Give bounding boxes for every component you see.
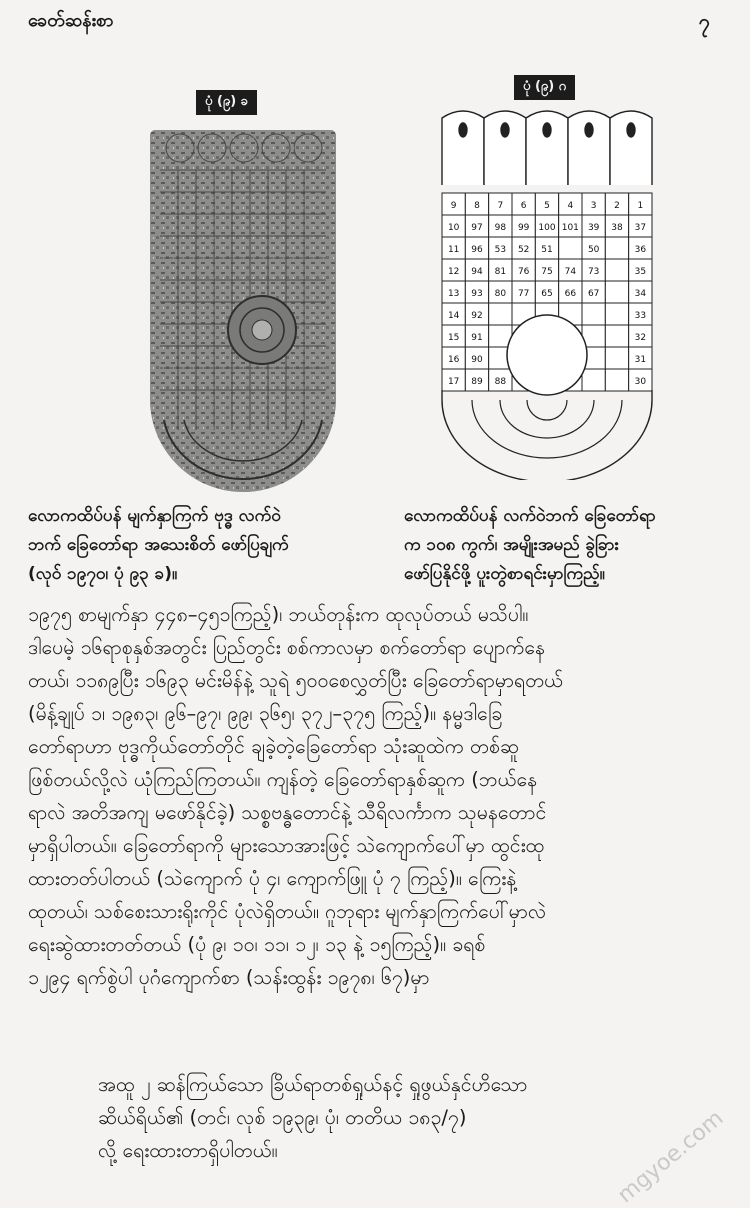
grid-cell-number: 81 — [494, 267, 507, 277]
grid-cell — [582, 369, 605, 391]
grid-cell-number: 9 — [450, 201, 457, 211]
toe-segment — [610, 111, 652, 185]
running-head: ခေတ်ဆန်းစာ — [28, 10, 114, 31]
grid-cell-number: 17 — [447, 377, 460, 387]
toe-segment — [484, 111, 526, 185]
grid-cell-number: 33 — [634, 311, 647, 321]
grid-cell — [605, 237, 628, 259]
grid-cell-number: 77 — [517, 289, 530, 299]
body-line: ၁၂၉၄ ရက်စွဲပါ ပုဂံကျောက်စာ (သန်းထွန်း ၁၉၇၈၊ ၆၇)မှာ — [28, 966, 430, 989]
quote-line: အထူ ၂ ဆန်ကြယ်သော ခြိယ်ရာတစ်ရှုယ်နင့် ရှုဖွယ်နှင်ဟိသော — [98, 1073, 528, 1096]
grid-cell-number: 37 — [634, 223, 647, 233]
caption-line: (လုဝ် ၁၉၇၀၊ ပုံ ၉၃ ခ)။ — [28, 564, 178, 584]
body-line: ၁၉၇၅ စာမျက်နှာ ၄၄၈–၄၅၁ကြည့်)၊ ဘယ်တုန်းက ထုလုပ်တယ် မသိပါ။ — [28, 603, 529, 626]
grid-cell-number: 88 — [494, 377, 507, 387]
body-line: (မိန့်ချုပ် ၁၊ ၁၉၈၃၊ ၉၆–၉၇၊ ၉၉၊ ၃၆၅၊ ၃၇၂–၃၇၅ ကြည့်)။ နမ္မဒါခြေ — [28, 702, 503, 725]
grid-cell-number: 16 — [447, 355, 460, 365]
body-line: ထုတယ်၊ သစ်စေးသားရိုးကိုင် ပုံလဲရှိတယ်။ ဂူဘုရား မျက်နှာကြက်ပေါ်မှာလဲ — [28, 900, 547, 923]
grid-cell-number: 96 — [471, 245, 483, 255]
grid-cell-number: 36 — [634, 245, 647, 255]
toe-symbol-icon — [501, 123, 509, 137]
watermark: mgyoe.com — [612, 1105, 728, 1208]
grid-cell-number: 30 — [634, 377, 647, 387]
figure-left-caption — [28, 502, 289, 589]
footprint-diagram — [432, 100, 662, 480]
body-line: ဒါပေမဲ့ ၁၆ရာစုနှစ်အတွင်း ပြည်တွင်း စစ်ကာလမှာ စက်တော်ရာ ပျောက်နေ — [28, 636, 546, 659]
caption-line: က ၁၀၈ ကွက်၊ အမျိုးအမည် ခွဲခြား — [404, 535, 619, 555]
grid-cell-number: 52 — [517, 245, 530, 255]
grid-cell-number: 80 — [494, 289, 507, 299]
grid-cell-number: 12 — [447, 267, 460, 277]
body-line: မှာရှိပါတယ်။ ခြေတော်ရာကို များသောအားဖြင့် သဲကျောက်ပေါ်မှာ ထွင်းထု — [28, 834, 545, 857]
grid-cell-number: 50 — [587, 245, 600, 255]
grid-cell-number: 73 — [587, 267, 600, 277]
body-line: တယ်၊ ၁၁၈၉ပြီး ၁၆၉၃ မင်းမိန်နဲ့ သူရဲ ၅၀၀စေလွှတ်ပြီး ခြေတော်ရာမှာရတယ် — [28, 669, 564, 692]
grid-cell-number: 98 — [494, 223, 507, 233]
grid-cell-number: 67 — [587, 289, 600, 299]
grid-cell-number: 8 — [474, 201, 480, 211]
body-paragraph — [28, 598, 728, 994]
grid-cell-number: 32 — [634, 333, 647, 343]
quote-line: လို့ ရေးထားတာရှိပါတယ်။ — [98, 1139, 278, 1162]
grid-cell-number: 31 — [634, 355, 647, 365]
figure-right-label: ပုံ (၉) ဂ — [514, 75, 575, 100]
caption-line: လောကထိပ်ပန် မျက်နှာကြက် ဗုဒ္ဓ လက်ဝဲ — [28, 506, 281, 526]
body-line: ဖြစ်တယ်လို့လဲ ယုံကြည်ကြတယ်။ ကျန်တဲ့ ခြေတော်ရာနှစ်ဆူက (ဘယ်နေ — [28, 768, 538, 791]
body-line: ရာလဲ အတိအကျ မဖော်နိုင်ခဲ့) သစ္စဗန္ဓတောင်နဲ့ သီရိလင်္ကာက သုမနတောင် — [28, 801, 547, 824]
grid-cell-number: 7 — [497, 201, 504, 211]
grid-cell — [605, 347, 628, 369]
grid-cell-number: 14 — [447, 311, 460, 321]
grid-cell — [559, 237, 582, 259]
grid-cell-number: 35 — [634, 267, 647, 277]
figure-right-caption — [404, 502, 656, 589]
grid-cell-number: 6 — [520, 201, 527, 211]
toe-symbol-icon — [543, 123, 551, 137]
grid-cell-number: 15 — [447, 333, 460, 343]
grid-cell-number: 76 — [517, 267, 530, 277]
grid-cell-number: 90 — [471, 355, 483, 365]
toe-segment — [442, 111, 484, 185]
grid-cell — [605, 303, 628, 325]
grid-cell — [489, 303, 512, 325]
center-circle — [507, 315, 587, 395]
toe-symbol-icon — [627, 123, 635, 137]
grid-cell — [582, 303, 605, 325]
grid-cell-number: 4 — [567, 201, 574, 211]
grid-cell — [605, 259, 628, 281]
body-line: ထားတတ်ပါတယ် (သဲကျောက် ပုံ ၄၊ ကျောက်ဖြူ ပုံ ၇ ကြည့်)။ ကြေးနဲ့ — [28, 867, 517, 890]
footprint-photo-art — [150, 130, 336, 492]
grid-cell-number: 2 — [614, 201, 620, 211]
body-line: တော်ရာဟာ ဗုဒ္ဓကိုယ်တော်တိုင် ချခဲ့တဲ့ခြေတော်ရာ သုံးဆူထဲက တစ်ဆူ — [28, 735, 519, 758]
grid-cell-number: 100 — [538, 223, 556, 233]
grid-cell-number: 13 — [447, 289, 460, 299]
footprint-photo — [150, 130, 336, 492]
grid-cell-number: 94 — [471, 267, 483, 277]
toe-symbol-icon — [459, 123, 467, 137]
grid-cell-number: 11 — [447, 245, 460, 255]
page-number: ၇ — [698, 9, 710, 33]
grid-cell-number: 34 — [634, 289, 647, 299]
caption-line: ဘက် ခြေတော်ရာ အသေးစိတ် ဖော်ပြချက် — [28, 535, 289, 555]
grid-cell-number: 1 — [637, 201, 644, 211]
grid-cell-number: 3 — [590, 201, 597, 211]
toe-symbol-icon — [585, 123, 593, 137]
block-quote — [98, 1068, 527, 1167]
grid-cell-number: 5 — [544, 201, 550, 211]
grid-cell-number: 75 — [541, 267, 553, 277]
grid-cell — [605, 281, 628, 303]
grid-cell — [605, 369, 628, 391]
grid-cell-number: 65 — [541, 289, 553, 299]
caption-line: ဖော်ပြနိုင်ဖို့ ပူးတွဲစာရင်းမှာကြည့်။ — [404, 564, 605, 584]
grid-cell-number: 99 — [517, 223, 530, 233]
grid-cell-number: 89 — [471, 377, 483, 387]
grid-cell-number: 10 — [447, 223, 460, 233]
grid-cell-number: 91 — [471, 333, 483, 343]
grid-cell-number: 38 — [611, 223, 623, 233]
grid-cell-number: 97 — [471, 223, 483, 233]
grid-cell-number: 101 — [561, 223, 579, 233]
grid-cell-number: 92 — [471, 311, 483, 321]
caption-line: လောကထိပ်ပန် လက်ဝဲဘက် ခြေတော်ရာ — [404, 506, 656, 526]
toe-segment — [568, 111, 610, 185]
toe-segment — [526, 111, 568, 185]
grid-cell-number: 51 — [541, 245, 553, 255]
grid-cell-number: 53 — [494, 245, 507, 255]
grid-cell-number: 93 — [471, 289, 483, 299]
grid-cell — [605, 325, 628, 347]
grid-cell-number: 74 — [564, 267, 577, 277]
grid-cell-number: 66 — [564, 289, 577, 299]
body-line: ရေးဆွဲထားတတ်တယ် (ပုံ ၉၊ ၁၀၊ ၁၁၊ ၁၂၊ ၁၃ နဲ့ ၁၅ကြည့်)။ ခရစ် — [28, 933, 486, 956]
grid-cell-number: 39 — [587, 223, 600, 233]
figure-left-label: ပုံ (၉) ခ — [196, 90, 257, 115]
quote-line: ဆိယ်ရိယ်၏ (တင်၊ လုစ် ၁၉၃၉၊ ပုံ၊ တတိယ ၁၈၃/၇) — [98, 1106, 467, 1129]
